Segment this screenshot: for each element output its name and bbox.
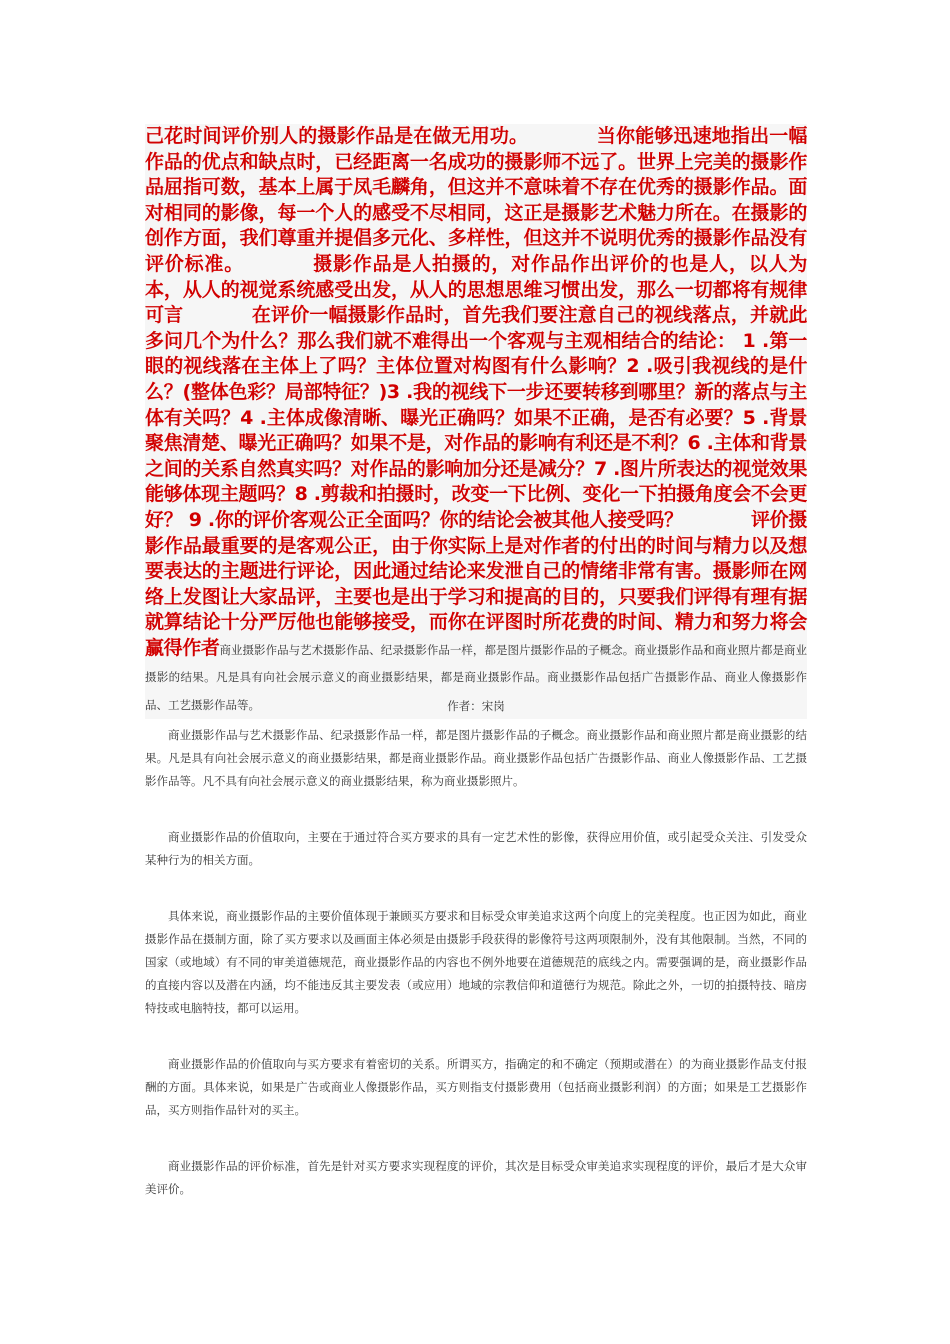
author-line: 作者：宋岗 — [447, 699, 505, 713]
red-excerpt-block — [145, 124, 807, 719]
red-block-tail: 商业摄影作品与艺术摄影作品、纪录摄影作品一样，都是图片摄影作品的子概念。商业摄影作品和商业照片都是商业摄影的结果。凡是具有向社会展示意义的商业摄影结果，都是商业摄影作品。商业摄影作品包括广告摄影作品、商业人像摄影作品、工艺摄影作品等。 — [145, 642, 807, 713]
body-paragraph: 具体来说，商业摄影作品的主要价值体现于兼顾买方要求和目标受众审美追求这两个向度上的完美程度。也正因为如此，商业摄影作品在摄制方面，除了买方要求以及画面主体必须是由摄影手段获得的影像符号这两项限制外，没有其他限制。当然，不同的国家（或地域）有不同的审美道德规范，商业摄影作品的内容也不例外地要在道德规范的底线之内。需要强调的是，商业摄影作品的直接内容以及潜在内涵，均不能违反其主要发表（或应用）地域的宗教信仰和道德行为规范。除此之外，一切的拍摄特技、暗房特技或电脑特技，都可以运用。 — [145, 909, 807, 1015]
article-body — [145, 724, 807, 1234]
body-paragraph: 商业摄影作品的价值取向，主要在于通过符合买方要求的具有一定艺术性的影像，获得应用价值，或引起受众关注、引发受众某种行为的相关方面。 — [145, 830, 807, 867]
body-paragraph: 商业摄影作品的评价标准，首先是针对买方要求实现程度的评价，其次是目标受众审美追求实现程度的评价，最后才是大众审美评价。 — [145, 1159, 807, 1196]
red-segment-3: 摄影作品是人拍摄的，对作品作出评价的也是人，以人为本，从人的视觉系统感受出发，从人的思想思维习惯出发，那么一切都将有规律可言 — [145, 252, 807, 327]
red-segment-2: 当你能够迅速地指出一幅作品的优点和缺点时，已经距离一名成功的摄影师不远了。世界上完美的摄影作品屈指可数，基本上属于凤毛麟角，但这并不意味着不存在优秀的摄影作品。面对相同的影像，每一个人的感受不尽相同，这正是摄影艺术魅力所在。在摄影的创作方面，我们尊重并提倡多元化、多样性，但这并不说明优秀的摄影作品没有评价标准。 — [145, 125, 807, 275]
body-paragraph: 商业摄影作品的价值取向与买方要求有着密切的关系。所谓买方，指确定的和不确定（预期或潜在）的为商业摄影作品支付报酬的方面。具体来说，如果是广告或商业人像摄影作品，买方则指支付摄影费用（包括商业摄影利润）的方面；如果是工艺摄影作品，买方则指作品针对的买主。 — [145, 1057, 807, 1117]
red-excerpt-text — [145, 124, 807, 719]
red-segment-1: 己花时间评价别人的摄影作品是在做无用功。 — [145, 125, 529, 147]
body-paragraph: 商业摄影作品与艺术摄影作品、纪录摄影作品一样，都是图片摄影作品的子概念。商业摄影作品和商业照片都是商业摄影的结果。凡是具有向社会展示意义的商业摄影结果，都是商业摄影作品。商业摄影作品包括广告摄影作品、商业人像摄影作品、工艺摄影作品等。凡不具有向社会展示意义的商业摄影结果，称为商业摄影照片。 — [145, 728, 807, 788]
red-segment-4: 在评价一幅摄影作品时，首先我们要注意自己的视线落点，并就此多问几个为什么？那么我们就不难得出一个客观与主观相结合的结论： 1 .第一眼的视线落在主体上了吗？主体位置对构图有什么影响？2 .吸引我视线的是什么？(整体色彩？局部特征？)3 .我的视线下一步还要转移到哪里？新的落点与主体有关吗？4 .主体成像清晰、曝光正确吗？如果不正确，是否有必要？5 .背景聚焦清楚、曝光正确吗？如果不是，对作品的影响有利还是不利？6 .主体和背景之间的关系自然真实吗？对作品的影响加分还是减分？7 .图片所表达的视觉效果能够体现主题吗？8 .剪裁和拍摄时，改变一下比例、变化一下拍摄角度会不会更好？ 9 .你的评价客观公正全面吗？你的结论会被其他人接受吗？ — [145, 304, 807, 531]
red-segment-5: 评价摄影作品最重要的是客观公正，由于你实际上是对作者的付出的时间与精力以及想要表达的主题进行评论，因此通过结论来发泄自己的情绪非常有害。摄影师在网络上发图让大家品评，主要也是出于学习和提高的目的，只要我们评得有理有据就算结论十分严厉他也能够接受，而你在评图时所花费的时间、精力和努力将会赢得作者 — [145, 508, 807, 659]
